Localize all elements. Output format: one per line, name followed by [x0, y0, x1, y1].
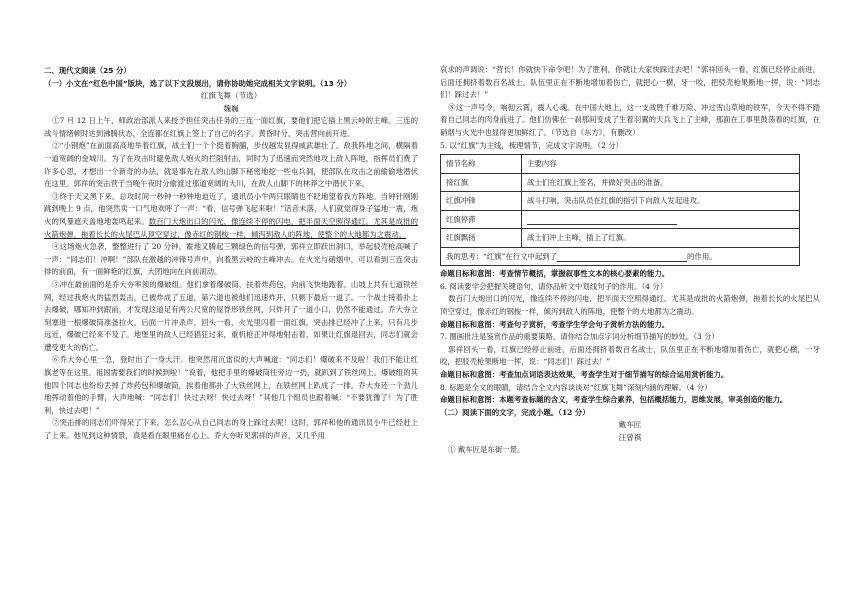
table-header-row	[441, 155, 800, 174]
intent-8: 命题目标和意图：本题考查标题的含义，考查学生综合素养，包括概括能力，思维发展，审美创造的能力。	[440, 395, 788, 405]
intent-5: 命题目标和意图：考查情节概括，掌握叙事性文本的核心要素的能力。	[440, 269, 670, 279]
paragraph-6: ⑥乔大夯心里一急，登时出了一身大汗。他突然用沉雷似的大声喊道：“同志们！爆破来不及啦！我们不能让红旗老等在这里。祖国需要我们的时候到啦！”说着，他把手里的爆破筒往旁边一扔，就趴到了铁丝网上。爆破组的其他四个同志也纷纷丢掉了炸药包和爆破筒，挨着他都扑了大铁丝网上，在铁丝网上趴成了一排。乔大夯还一个劲儿地挥动着他的手臂，大声地喊：“同志们！快过去呀！快过去呀！”其他几个组员也跟着喊：“不要犹豫了！为了胜利，快过去吧！”	[44, 355, 418, 415]
table-cell: 红旗停滞	[441, 210, 522, 229]
table-row	[441, 173, 800, 192]
table-row	[441, 210, 800, 229]
paragraph-3	[44, 191, 418, 241]
table-cell: 战斗打响，突击队员在红旗的指引下向敌人发起进攻。	[522, 192, 800, 211]
table-cell: 战士们在红旗上签名，并做好突击的准备。	[522, 173, 800, 192]
table-cell: 接红旗	[441, 173, 522, 192]
right-column	[440, 64, 820, 457]
paragraph-5: ⑤冲在最前面的是乔大夯率领的爆破组。他们拿着爆破筒，扶着炸药包，向前飞快地跑着。山坡上共有七道铁丝网，经过我炮火的猛烈轰击，已被炸成了五道，第六道也被他们迅速炸开，只剩下最后一道了。一个战士接着扑上去爆破，哪知冲到跟前，才发现这道足有两公尺宽的屋脊形铁丝网，只炸开了一道小口，仍然不能通过。乔大夯立刻塞进一根爆破筒准备拉火，后面一片冲杀声，回头一看，火光里闪着一面红旗，突击排已经冲了上来，只有几步远近，爆破已经来不及了。地堡里的敌人已经猖狂过来，重机枪正冲得地射击着，如果让红旗退回去，同志们就会遭受更大的伤亡。	[44, 279, 418, 352]
paragraph-3-text: ③终于天又黑下来。总攻时间一秒钟一秒钟地迫近了，通讯员小牛两只眼睛也不眨地望着我方阵地。当钟针刚刚跳到晚上 9 点，他突然卖一口气地欢呼了一声：“看，信号弹飞起来啦！”话音未落，人们就觉得身子猛地一震，炮火的风暴遮天盖地地轰鸣起来。	[44, 191, 418, 226]
section-heading: 二、现代文阅读（25 分）	[44, 66, 131, 75]
left-column	[44, 64, 418, 443]
table-cell: 红旗冲锋	[441, 192, 522, 211]
intent-6: 命题目标和意图：考查句子赏析，考查学生学会句子赏析方法的能力。	[440, 319, 670, 329]
intent-7: 命题目标和意图：考查加点词语表达效果，考查学生对于细节描写的综合运用赏析能力。	[440, 369, 729, 379]
subsection-heading: （一）小文在“红色中国”版块，选了以下文段展出，请你协助她完成相关文字说明。（13 分）	[44, 79, 352, 88]
table-footer-row	[441, 247, 800, 266]
footer-suffix: 的作用。	[687, 251, 717, 261]
footer-prefix: 我的思考：“红旗”在行文中起到了	[446, 251, 558, 261]
question-7-quote: 郭祥回头一看，红旗已经停止前进，后面还拥挤着数百名战士，队伍里正在不断地增加着伤亡，就把心横，一牙咬，把驳壳枪果断地一挥，说：“同志们！踩过去！”	[440, 344, 820, 367]
table-header-cell: 情节名称	[441, 155, 522, 174]
article-2-title: 戴车匠	[618, 420, 642, 430]
paragraph-7-continued: 哀求的声调说：“营长！你就快下命令吧！为了胜利，你就让大家快踩过去吧！”郭祥回头一看，红旗已经停止前进，后面还拥挤着数百名战士，队伍里正在不断地增加着伤亡，就把心一横，牙一咬，把驳壳枪果断地一挥，说：“同志们！踩过去！”	[440, 65, 820, 100]
table-footer-cell	[441, 247, 800, 266]
subsection-2-heading: （二）阅读下面的文字，完成小题。（12 分）	[440, 407, 590, 417]
question-6: 6. 阅读要学会把握关键语句，请你品析文中划线句子的作用。（4 分）	[440, 281, 668, 291]
article-author: 魏巍	[223, 103, 239, 113]
question-5: 5. 以“红旗”为主线，梳理情节，完成文字说明。（2 分）	[440, 140, 623, 150]
paragraph-8: ⑧这一声号令，响彻云霄，震人心魂。在中国大地上，这一支战胜千难万险、冲过雪山草地的铁军，今天不得不踏着自己同志的肉身前进了。他们仿佛在一刹那间变成了生着羽翼的天兵飞上了主峰，那面在工事里鼓荡着的红旗，在硝烟与火光中也显得更加鲜红了。（节选自《东方》，有删改）	[440, 102, 820, 137]
paragraph-7: ⑦突击排的同志们吓得呆了下来，怎么忍心从自己同志的身上踩过去呢！这时，郭祥和他的通讯员小牛已经赶上了上来。他见到这种情景，真是看在眼里痛在心上。乔大夯听见郭祥的声音，又几乎用	[44, 418, 418, 441]
answer-blank-cell[interactable]	[522, 210, 800, 229]
table-cell: 红旗飘扬	[441, 229, 522, 248]
table-cell: 战士们冲上主峰，插上了红旗。	[522, 229, 800, 248]
plot-table	[440, 154, 800, 266]
table-header-cell: 主要内容	[522, 155, 800, 174]
answer-blank-line[interactable]	[557, 252, 687, 262]
question-7: 7. 圈画批注是鉴赏作品的重要策略，请你结合加点字词分析细节描写的妙处。（3 分）	[440, 332, 719, 342]
question-6-quote: 数百门大炮出口的闪光，像连续不停的闪电，把半面天空照得通红。尤其是成批的火箭炮弹，拖着长长的火尾巴从顶空穿过，像赤红的钢梭一样，倾泻到敌人的阵地，使整个的大地都为之震动。	[440, 294, 820, 316]
table-row	[441, 192, 800, 211]
paragraph-4: ④这场炮火急袭，整整进行了 20 分钟。霍地又腾起三颗绿色的信号弹，郭祥立即跃出洞口，举起驳壳枪高喊了一声：“同志们！冲啊！”部队在激越的冲锋号声中，向着黑云岭的主峰冲去。在火光与硝烟中，可以看到三连突击排的前面，有一面鲜艳的红旗，大团地向在向前滚动。	[44, 242, 418, 277]
article-title: 红旗飞舞（节选）	[200, 91, 262, 100]
underlined-sentence: 数百门大炮出口的闪光，像连续不停的闪电，把半面天空照得通红。尤其是成批的火箭炮弹，拖着长长的火尾巴从顶空穿过，像赤红的钢梭一样，倾泻到敌人的阵地，使整个的大地都为之震动。	[44, 216, 418, 239]
paragraph-2: ②“小钢炮”在前面高高地举着红旗，战士们一个个挺着胸脯，步伐越发显得威武雄壮了。敌我阵地之间，横隔着一道宽阔的金城川。为了在攻击时避免敌人炮火的拦阻射击，同时为了迅速而突然地攻上敌人阵地，指挥员们费了许多心思，才想出一个新奇的办法，就是事先在敌人的山脚下秘密地挖一些屯兵洞，使部队在攻击之前偷偷地潜伏在这里。郭祥的突击营于当晚午夜时分偷渡过那道宽阔的大川，在敌人山脚下的林莽之中潜伏下来。	[44, 141, 418, 189]
paragraph-1: ①7 月 12 日上午，师政治部派人来授予担任突击任务的三连一面红旗，要他们把它插上黑云岭的主峰。三连的战斗情绪顿时达到沸腾状态，全连都在红旗上签上了自己的名字。黄昏时分，突击营向前开进。	[44, 116, 418, 138]
table-row	[441, 229, 800, 248]
article-2-author: 汪曾祺	[618, 432, 642, 442]
answer-blank-line[interactable]	[527, 214, 677, 225]
article-2-first-line: ① 戴车匠是东街一景。	[448, 445, 525, 455]
question-8: 8. 标题是全文的眼睛，请结合全文内容谈谈对“红旗飞舞”深刻内涵的理解。（4 分）	[440, 382, 712, 392]
